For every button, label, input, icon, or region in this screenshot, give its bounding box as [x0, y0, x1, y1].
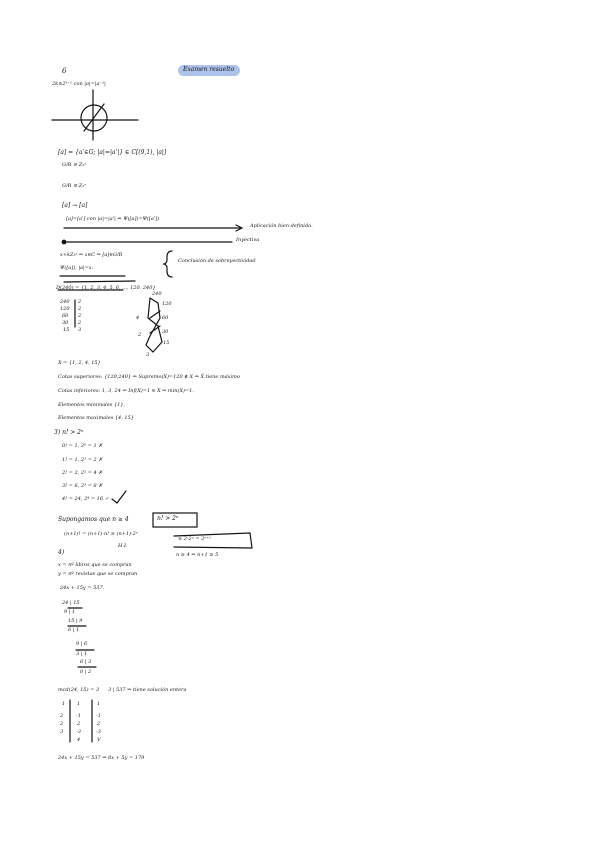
divisor-15: 15: [63, 327, 70, 333]
line-21-box: n! > 2ⁿ: [157, 515, 179, 522]
check-mark: [112, 491, 126, 503]
division-2-top: 15 | 9: [68, 618, 83, 624]
division-4-top: 6 | 3: [80, 659, 92, 665]
line-22: (n+1)! = (n+1)·n! ≥ (n+1)·2ⁿ: [64, 531, 138, 537]
hasse-node: 30: [162, 329, 169, 335]
line-27: mcd(24, 15) = 3: [58, 687, 100, 693]
table-cell: 2: [77, 721, 81, 727]
quotient-2: 2: [78, 306, 82, 312]
table-cell: 4: [77, 737, 81, 743]
table-cell: -3: [96, 729, 101, 735]
line-5: [a] → [a]: [62, 202, 88, 209]
table-cell: -3: [76, 729, 81, 735]
line-8: x+kZ₅ˣ ⇒ x∈C ⇒ [a]∈G/R: [60, 252, 123, 258]
page-heading: Examen resuelto: [183, 66, 235, 73]
corner-mark: 6: [62, 67, 67, 75]
line-7-note: Inyectiva: [236, 237, 260, 243]
table-cell: -1: [76, 713, 81, 719]
quotient-5: 3: [78, 327, 82, 333]
line-2: [a] = {aʹ∈G; |a|=|aʹ|} ∈ C[(9,1), |a|]: [58, 149, 167, 156]
division-1-top: 24 | 15: [62, 600, 80, 606]
division-4-bottom: 0 | 2: [80, 669, 92, 675]
hasse-node: 3: [146, 352, 150, 358]
division-3-top: 9 | 6: [76, 641, 88, 647]
line-13: Elementos minimales {1},: [58, 402, 126, 408]
line-22-box: ≥ 2·2ⁿ = 2ⁿ⁺¹: [178, 536, 211, 542]
line-8-note: Conclusión de sobreyectividad: [178, 258, 256, 264]
table-cell: 2: [97, 721, 101, 727]
separator-2: [64, 281, 135, 282]
table-cell: -1: [96, 713, 101, 719]
divisor-30: 30: [62, 320, 69, 326]
line-22-hi: H.I.: [118, 543, 128, 549]
line-3: G/R ≅ Z₅ˣ: [62, 162, 87, 168]
line-28: 24x + 15y = 537 ⇒ 8x + 5y = 179: [58, 755, 145, 761]
quotient-3: 2: [78, 313, 82, 319]
line-21: Supongamos que n ≥ 4: [58, 516, 129, 523]
line-1: 2k≡2ᵏ⁻¹ con |a|=|a⁻¹|: [52, 81, 106, 87]
line-11: Cotas superiores: {120,240} ⇒ Supremo(X)=120 ∉ X ⇒ X̄ tiene máximo: [58, 374, 240, 380]
table-cell: 3: [60, 729, 64, 735]
table-cell: V: [97, 737, 101, 743]
division-1-bottom: 9 | 1: [64, 609, 76, 615]
hasse-edge: [150, 311, 160, 318]
division-3-bottom: 3 | 1: [76, 651, 88, 657]
division-2-bottom: 6 | 1: [68, 627, 80, 633]
line-8b: Ψ([a]), |a|=x.: [60, 265, 94, 271]
line-14: Elementos maximales {4, 15}: [58, 415, 134, 421]
line-26: 24x + 15y = 537.: [60, 585, 105, 591]
table-cell: 2: [60, 713, 64, 719]
hasse-node: 240: [152, 291, 162, 297]
table-cell: 1: [97, 701, 101, 707]
line-15: 3) n! > 2ⁿ: [54, 429, 84, 436]
line-6-note: Aplicación bien definida.: [250, 223, 313, 229]
line-23-right: n ≥ 4 ⇒ n+1 ≥ 5: [176, 552, 219, 558]
line-12: Cotas inferiores: 1, 3, 24 ⇒ Ínf(X)=1 ∈ X ⇒ mín(X)=1.: [58, 388, 194, 394]
line-17: 1! = 1, 2¹ = 2 ✗: [62, 457, 103, 463]
divisor-120: 120: [60, 306, 70, 312]
line-27-tail: 3 | 537 ⇒ tiene solución entera: [108, 687, 187, 693]
hasse-node: 15: [163, 340, 170, 346]
divisor-240: 240: [60, 299, 70, 305]
brace: [164, 251, 172, 277]
line-24: x = nº libros que se compran: [58, 562, 132, 568]
line-9: D(240) = {1, 2, 3, 4, 5, 6, ..., 120, 240}: [56, 285, 156, 291]
hasse-node: 60: [162, 315, 169, 321]
line-4: G/R ≅ Z₅ˣ: [62, 183, 87, 189]
line-6: [a]=[aʹ] con |a|=|aʹ| ⇔ Ψ([a])=Ψ([aʹ]): [66, 216, 160, 222]
arrow-2-dot: [62, 240, 66, 244]
line-19: 3! = 6, 2³ = 8 ✗: [62, 483, 103, 489]
table-cell: 1: [62, 701, 66, 707]
line-10: X = {1, 2, 4, 15}: [58, 360, 101, 366]
hasse-node: 120: [162, 301, 172, 307]
hasse-node: 2: [138, 332, 142, 338]
line-23: 4): [58, 549, 65, 556]
quotient-1: 2: [78, 299, 82, 305]
line-20: 4! = 24, 2⁴ = 16 ✓: [62, 496, 109, 502]
diagonal-sketch: [84, 104, 104, 131]
quotient-4: 2: [78, 320, 82, 326]
line-25: y = nº revistas que se compran: [58, 571, 138, 577]
line-18: 2! = 2, 2² = 4 ✗: [62, 470, 103, 476]
line-16: 0! = 1, 2⁰ = 1 ✗: [62, 443, 103, 449]
table-cell: 2: [60, 721, 64, 727]
hasse-node: 4: [136, 315, 140, 321]
table-cell: 1: [77, 701, 81, 707]
divisor-60: 60: [62, 313, 69, 319]
hasse-outline: [146, 298, 162, 352]
